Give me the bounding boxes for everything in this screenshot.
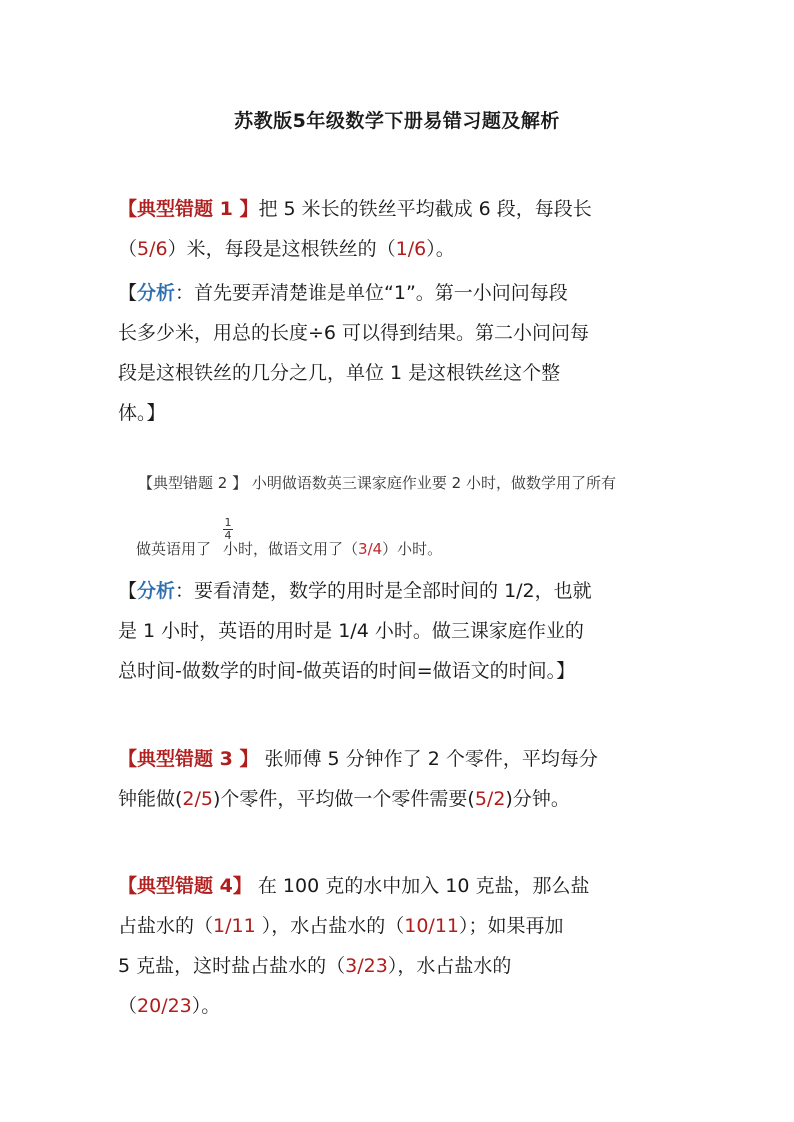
analysis-2-line-2: 是 1 小时，英语的用时是 1/4 小时。做三课家庭作业的 bbox=[118, 620, 584, 642]
answer: 3/23 bbox=[345, 955, 388, 977]
answer: 2/5 bbox=[182, 788, 213, 810]
problem-4-tag: 【典型错题 4】 bbox=[118, 875, 252, 897]
problem-4 bbox=[118, 866, 678, 1026]
answer: 3/4 bbox=[358, 540, 383, 558]
problem-1-line-2: （5/6）米，每段是这根铁丝的（1/6）。 bbox=[118, 238, 455, 260]
answer: 20/23 bbox=[137, 995, 192, 1017]
answer: 10/11 bbox=[404, 915, 459, 937]
fraction: $\frac{1}{4}$ bbox=[224, 516, 232, 542]
analysis-2-line-1: 【分析：要看清楚，数学的用时是全部时间的 1/2，也就 bbox=[118, 580, 592, 602]
page-title: 苏教版5年级数学下册易错习题及解析 bbox=[234, 110, 560, 132]
problem-2-image bbox=[128, 462, 678, 570]
answer: 5/6 bbox=[137, 238, 168, 260]
analysis-1-line-1: 【分析：首先要弄清楚谁是单位“1”。第一小问问每段 bbox=[118, 282, 568, 304]
problem-4-line-4: （20/23）。 bbox=[118, 995, 221, 1017]
problem-1 bbox=[118, 189, 678, 269]
analysis-tag: 分析 bbox=[137, 580, 176, 602]
problem-3-line-1: 【典型错题 3 】 张师傅 5 分钟作了 2 个零件，平均每分 bbox=[118, 748, 598, 770]
answer: 5/2 bbox=[474, 788, 506, 810]
analysis-2 bbox=[118, 571, 678, 691]
problem-3-tag: 【典型错题 3 】 bbox=[118, 748, 259, 770]
problem-4-line-1: 【典型错题 4】 在 100 克的水中加入 10 克盐，那么盐 bbox=[118, 875, 590, 897]
answer: 1/11 bbox=[213, 915, 256, 937]
problem-4-line-2: 占盐水的（1/11 ），水占盐水的（10/11）；如果再加 bbox=[118, 915, 564, 937]
problem-1-tag: 【典型错题 1 】 bbox=[118, 198, 259, 220]
problem-1-line-1: 【典型错题 1 】把 5 米长的铁丝平均截成 6 段，每段长 bbox=[118, 198, 592, 220]
problem-4-line-3: 5 克盐，这时盐占盐水的（3/23），水占盐水的 bbox=[118, 955, 512, 977]
problem-2-line-1: 【典型错题 2 】 小明做语数英三课家庭作业要 2 小时，做数学用了所有 bbox=[138, 474, 616, 492]
analysis-1-line-2: 长多少米，用总的长度÷6 可以得到结果。第二小问问每 bbox=[118, 322, 590, 344]
problem-2-tag: 【典型错题 2 】 bbox=[138, 474, 248, 492]
analysis-1 bbox=[118, 273, 678, 433]
analysis-tag: 分析 bbox=[137, 282, 176, 304]
problem-3-line-2: 钟能做(2/5)个零件，平均做一个零件需要(5/2)分钟。 bbox=[118, 788, 570, 810]
analysis-1-line-3: 段是这根铁丝的几分之几，单位 1 是这根铁丝这个整 bbox=[118, 362, 561, 384]
analysis-2-line-3: 总时间-做数学的时间-做英语的时间=做语文的时间。】 bbox=[118, 660, 576, 682]
analysis-1-line-4: 体。】 bbox=[118, 402, 166, 424]
problem-2-line-2: 做英语用了 小时，做语文用了（3/4）小时。 bbox=[136, 540, 443, 558]
problem-3 bbox=[118, 739, 678, 819]
answer: 1/6 bbox=[395, 238, 427, 260]
